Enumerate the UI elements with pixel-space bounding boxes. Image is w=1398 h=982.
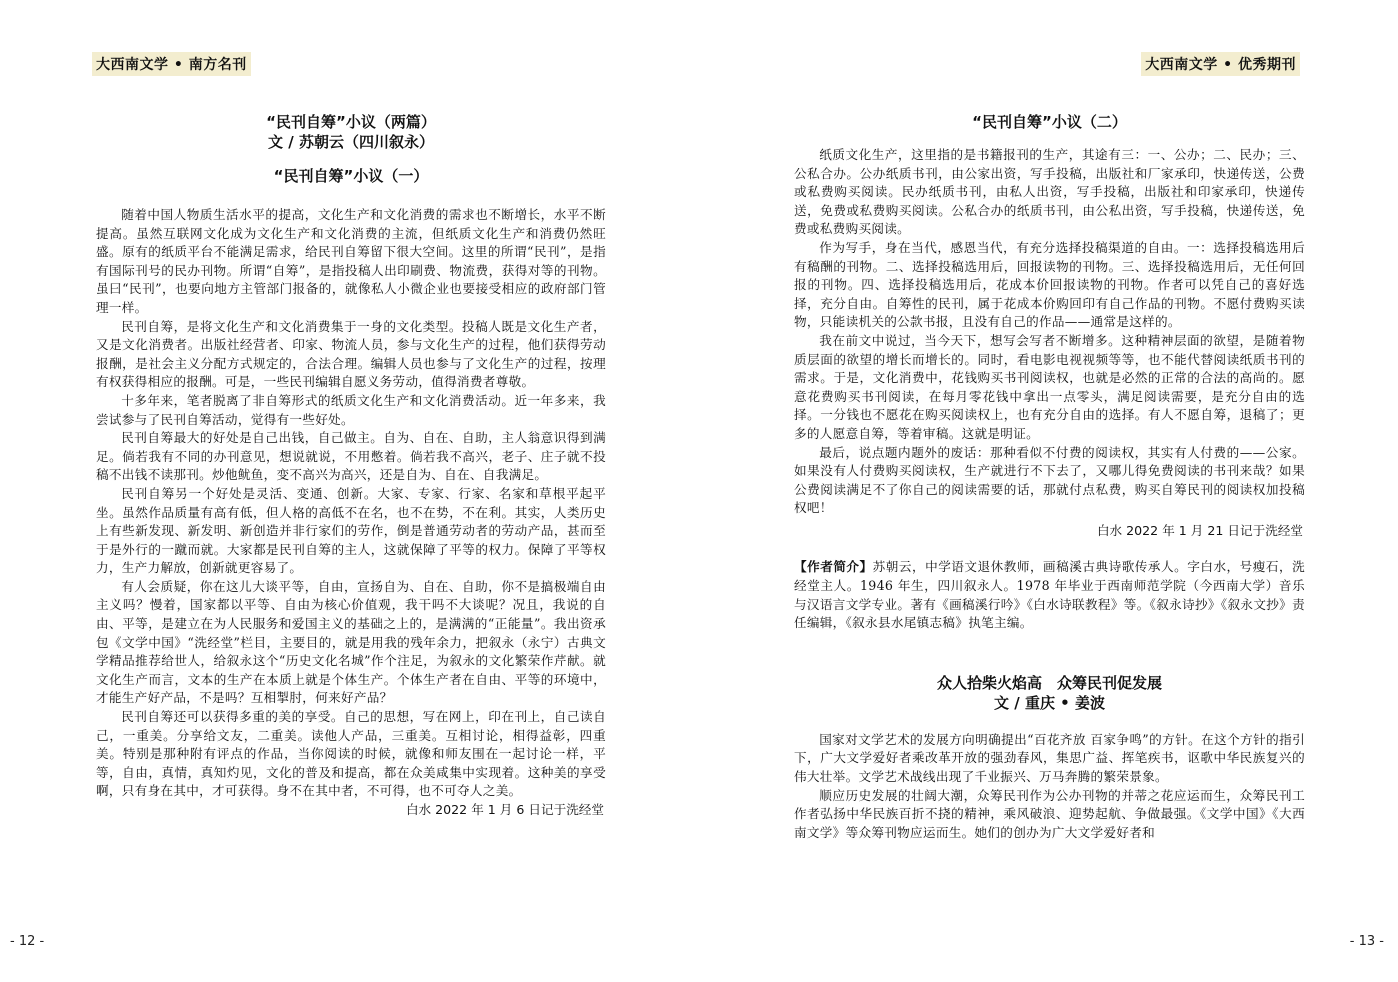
article-byline: 文 / 苏朝云（四川叙永）: [268, 133, 434, 151]
author-bio-text: 苏朝云，中学语文退休教师，画稿溪古典诗歌传承人。字白水，号瘦石，洗经堂主人。1946 年生，四川叙永人。1978 年毕业于西南师范学院（今西南大学）音乐与汉语言文学专业。著有《画稿溪行吟》《白水诗联教程》等。《叙永诗抄》《叙永文抄》责任编辑，《叙永县水尾镇志稿》执笔主编。: [794, 559, 1305, 631]
page-number-left: - 12 -: [10, 934, 45, 949]
right-page: [699, 0, 1398, 982]
signature: 白水 2022 年 1 月 6 日记于洗经堂: [405, 802, 604, 817]
section-title-2: “民刊自筹”小议（二）: [972, 113, 1127, 131]
section-title-1: “民刊自筹”小议（一）: [273, 167, 429, 185]
article2-title: 众人拾柴火焰高 众筹民刊促发展: [936, 673, 1162, 692]
paragraph: 民刊自筹最大的好处是自己出钱，自己做主。自为、自在、自助，主人翁意识得到满足。倘若我有不同的办刊意见，想说就说，不用憋着。倘若我不高兴，老子、庄子就不投稿不出钱不读那刊。炒他鱿鱼，变不高兴为高兴，还是自为、自在、自我满足。: [96, 430, 606, 483]
left-column: [96, 112, 606, 820]
author-bio: [794, 558, 1305, 632]
article-title: “民刊自筹”小议（两篇）: [266, 113, 436, 131]
paragraph: 民刊自筹还可以获得多重的美的享受。自己的思想，写在网上，印在刊上，自己读自己，一重美。分享给文友，二重美。读他人产品，三重美。互相讨论，相得益彰，四重美。特别是那种附有评点的作品，当你阅读的时候，就像和师友围在一起讨论一样，平等，自由，真情，真知灼见，文化的普及和提高，都在众美咸集中实现着。这种美的享受啊，只有身在其中，才可获得。身不在其中者，不可得，也不可夺人之美。: [96, 709, 606, 799]
paragraph: 我在前文中说过，当今天下，想写会写者不断增多。这种精神层面的欲望，是随着物质层面的欲望的增长而增长的。同时，看电影电视视频等等，也不能代替阅读纸质书刊的需求。于是，文化消费中，花钱购买书刊阅读权，也就是必然的正常的合法的高尚的。愿意花费购买书刊阅读，在每月零花钱中拿出一点零头，满足阅读需要，是充分自由的选择。一分钱也不愿花在购买阅读权上，也有充分自由的选择。有人不愿自筹，退稿了；更多的人愿意自筹，等着审稿。这就是明证。: [794, 332, 1305, 441]
paragraph: 顺应历史发展的壮阔大潮，众筹民刊作为公办刊物的并蒂之花应运而生，众筹民刊工作者弘扬中华民族百折不挠的精神，乘风破浪、迎势起航、争做最强。《文学中国》《大西南文学》等众筹刊物应运而生。她们的创办为广大文学爱好者和: [794, 787, 1305, 840]
running-head-right: 大西南文学 • 优秀期刊: [1141, 52, 1300, 76]
right-column: [794, 112, 1305, 842]
signature: 白水 2022 年 1 月 21 日记于洗经堂: [1096, 522, 1303, 538]
paragraph: 十多年来，笔者脱离了非自筹形式的纸质文化生产和文化消费活动。近一年多来，我尝试参与了民刊自筹活动，觉得有一些好处。: [96, 392, 606, 427]
paragraph: 最后，说点题内题外的废话：那种看似不付费的阅读权，其实有人付费的——公家。如果没有人付费购买阅读权，生产就进行不下去了，又哪儿得免费阅读的书刊来哉？如果公费阅读满足不了你自己的阅读需要的话，那就付点私费，购买自筹民刊的阅读权加投稿权吧！: [794, 444, 1305, 516]
paragraph: 随着中国人物质生活水平的提高，文化生产和文化消费的需求也不断增长，水平不断提高。虽然互联网文化成为文化生产和文化消费的主流，但纸质文化生产和消费仍然旺盛。原有的纸质平台不能满足需求，给民刊自筹留下很大空间。这里的所谓“民刊”，是指有国际刊号的民办刊物。所谓“自筹”，是指投稿人出印刷费、物流费，获得对等的刊物。虽曰“民刊”，也要向地方主管部门报备的，就像私人小微企业也要接受相应的政府部门管理一样。: [96, 207, 606, 315]
paragraph: 民刊自筹，是将文化生产和文化消费集于一身的文化类型。投稿人既是文化生产者，又是文化消费者。出版社经营者、印家、物流人员，参与文化生产的过程，他们获得劳动报酬，是社会主义分配方式规定的，合法合理。编辑人员也参与了文化生产的过程，按理有权获得相应的报酬。可是，一些民刊编辑自愿义务劳动，值得消费者尊敬。: [96, 318, 606, 390]
running-head-left: 大西南文学 • 南方名刊: [92, 52, 251, 76]
author-bio-label: 【作者简介】: [794, 559, 873, 575]
paragraph: 纸质文化生产，这里指的是书籍报刊的生产，其途有三：一、公办；二、民办；三、公私合办。公办纸质书刊，由公家出资，写手投稿，出版社和厂家承印，快递传送，公费或私费购买阅读。民办纸质书刊，由私人出资，写手投稿，出版社和印家承印，快递传送，免费或私费购买阅读。公私合办的纸质书刊，由公私出资，写手投稿，快递传送，免费或私费购买阅读。: [794, 147, 1305, 237]
article2-byline: 文 / 重庆 • 姜波: [994, 693, 1105, 712]
paragraph: 有人会质疑，你在这儿大谈平等，自由，宣扬自为、自在、自助，你不是搞极端自由主义吗？慢着，国家都以平等、自由为核心价值观，我干吗不大谈呢？况且，我说的自由、平等，是建立在为人民服务和爱国主义的基础之上的，是满满的“正能量”。我出资承包《文学中国》“洗经堂”栏目，主要目的，就是用我的残年余力，把叙永（永宁）古典文学精品推荐给世人，给叙永这个“历史文化名城”作个注足，为叙永的文化繁荣作芹献。就文化生产而言，文本的生产在本质上就是个体生产。个体生产者在自由、平等的环境中，才能生产好产品，不是吗？互相掣肘，何来好产品？: [96, 578, 606, 706]
page-number-right: - 13 -: [1349, 934, 1384, 949]
paragraph: 民刊自筹另一个好处是灵活、变通、创新。大家、专家、行家、名家和草根平起平坐。虽然作品质量有高有低，但人格的高低不在名，也不在势，不在利。其实，人类历史上有些新发现、新发明、新创造并非行家们的劳作，倒是普通劳动者的劳动产品，甚而至于是外行的一蹴而就。大家都是民刊自筹的主人，这就保障了平等的权力。保障了平等权力，生产力解放，创新就更容易了。: [96, 485, 606, 576]
paragraph: 作为写手，身在当代，感恩当代，有充分选择投稿渠道的自由。一：选择投稿选用后有稿酬的刊物。二、选择投稿选用后，回报读物的刊物。三、选择投稿选用后，无任何回报的刊物。四、选择投稿选用后，花成本价回报读物的刊物。作者可以凭自己的喜好选择，充分自由。自筹性的民刊，属于花成本价购回印有自己作品的刊物。不愿付费购买读物，只能读机关的公款书报，且没有自己的作品——通常是这样的。: [794, 239, 1305, 330]
paragraph: 国家对文学艺术的发展方向明确提出“百花齐放 百家争鸣”的方针。在这个方针的指引下，广大文学爱好者乘改革开放的强劲春风，集思广益、挥笔疾书，讴歌中华民族复兴的伟大壮举。文学艺术战线出现了千业振兴、万马奔腾的繁荣景象。: [794, 731, 1305, 785]
